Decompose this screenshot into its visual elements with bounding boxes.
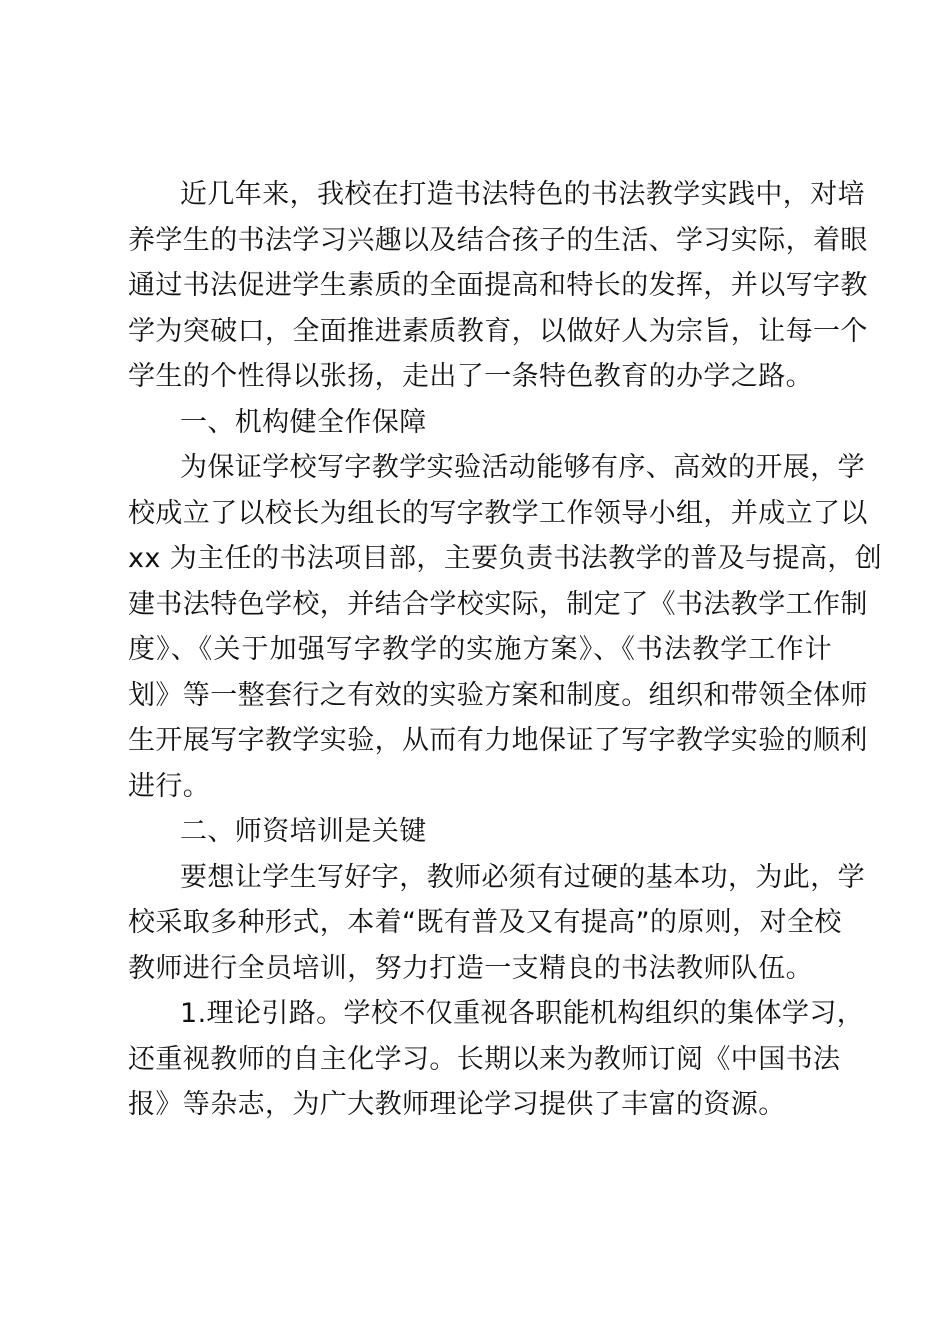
text-line: 校成立了以校长为组长的写字教学工作领导小组，并成立了以 xyxy=(128,497,868,529)
text-line: 度》、《关于加强写字教学的实施方案》、《书法教学工作计 xyxy=(128,634,832,665)
section-heading-1 xyxy=(128,400,832,446)
text-line: 为保证学校写字教学实验活动能够有序、高效的开展，学 xyxy=(180,452,865,483)
paragraph-intro xyxy=(128,172,868,400)
section-heading-2 xyxy=(128,809,832,855)
heading-text: 二、师资培训是关键 xyxy=(180,816,427,847)
text-line: xx 为主任的书法项目部，主要负责书法教学的普及与提高，创 xyxy=(128,543,883,574)
text-line: 1.理论引路。学校不仅重视各职能机构组织的集体学习， xyxy=(180,998,865,1029)
text-line: 学生的个性得以张扬，走出了一条特色教育的办学之路。 xyxy=(128,361,813,392)
text-line: 划》等一整套行之有效的实验方案和制度。组织和带领全体师 xyxy=(128,679,868,711)
text-line: 进行。 xyxy=(128,770,211,802)
text-line: 生开展写字教学实验，从而有力地保证了写字教学实验的顺利 xyxy=(128,725,868,756)
document-body xyxy=(128,172,883,1128)
text-line: 教师进行全员培训，努力打造一支精良的书法教师队伍。 xyxy=(128,952,813,984)
heading-text: 一、机构健全作保障 xyxy=(180,406,427,438)
paragraph-training xyxy=(128,855,865,992)
text-line: 通过书法促进学生素质的全面提高和特长的发挥，并以写字教 xyxy=(128,270,868,301)
text-line: 报》等杂志，为广大教师理论学习提供了丰富的资源。 xyxy=(128,1089,786,1120)
text-line: 建书法特色学校，并结合学校实际，制定了《书法教学工作制 xyxy=(128,588,868,620)
paragraph-organization xyxy=(128,445,883,809)
text-line: 校采取多种形式，本着“既有普及又有提高”的原则，对全校 xyxy=(128,907,842,938)
text-line: 近几年来，我校在打造书法特色的书法教学实践中，对培 xyxy=(180,179,865,210)
text-line: 还重视教师的自主化学习。长期以来为教师订阅《中国书法 xyxy=(128,1043,841,1075)
text-line: 要想让学生写好字，教师必须有过硬的基本功，为此，学 xyxy=(180,861,865,893)
paragraph-theory xyxy=(128,991,865,1128)
text-line: 学为突破口，全面推进素质教育，以做好人为宗旨，让每一个 xyxy=(128,315,868,347)
text-line: 养学生的书法学习兴趣以及结合孩子的生活、学习实际，着眼 xyxy=(128,224,868,256)
